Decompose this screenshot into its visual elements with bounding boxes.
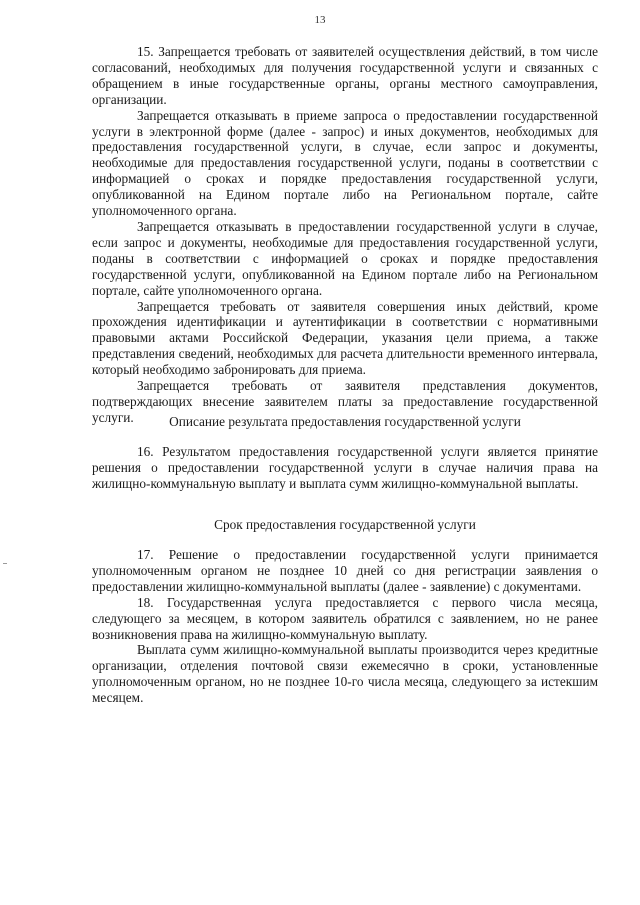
text-block-term (92, 547, 598, 706)
text-block-requirements (92, 44, 598, 426)
section-heading-result: Описание результата предоставления государственной услуги (169, 414, 521, 429)
section-heading-term: Срок предоставления государственной услуги (214, 517, 476, 532)
page-number: 13 (314, 14, 326, 26)
paragraph: 15. Запрещается требовать от заявителей осуществления действий, в том числе согласований, необходимых для получения государственной услуги и связанных с обращением в иные государственные органы, органы местного самоуправления, организации. (92, 44, 598, 107)
paragraph: 18. Государственная услуга предоставляется с первого числа месяца, следующего за месяцем, в котором заявитель обратился с заявлением, но не ранее возникновения права на жилищно-коммунальную выплату. (92, 594, 598, 642)
paragraph: 16. Результатом предоставления государственной услуги является принятие решения о предоставлении государственной услуги в случае наличия права на жилищно-коммунальную выплату и выплата сумм жилищно-коммунальной выплаты. (92, 444, 598, 491)
paragraph: 17. Решение о предоставлении государственной услуги принимается уполномоченным органом не позднее 10 дней со дня регистрации заявления о предоставлении жилищно-коммунальной выплаты (далее - заявление) с документами. (92, 547, 598, 594)
scan-margin-mark (3, 563, 7, 564)
paragraph: Выплата сумм жилищно-коммунальной выплаты производится через кредитные организации, отделения почтовой связи ежемесячно в сроки, установленные уполномоченным органом, но не позднее 10-го числа месяца, следующего за истекшим месяцем. (92, 642, 598, 706)
paragraph: Запрещается требовать от заявителя представления документов, подтверждающих внесение заявителем платы за предоставление государственной услуги. (92, 378, 598, 425)
paragraph: Запрещается отказывать в приеме запроса о предоставлении государственной услуги в электронной форме (далее - запрос) и иных документов, необходимых для предоставления государственной услуги, в случае, если запрос и документы, необходимые для предоставления государственной услуги, поданы в соответствии с информацией о сроках и порядке предоставления государственной услуги, опубликованной на Едином портале либо на Региональном портале, сайте уполномоченного органа. (92, 107, 598, 219)
paragraph: Запрещается требовать от заявителя совершения иных действий, кроме прохождения идентификации и аутентификации в соответствии с нормативными правовыми актами Российской Федерации, указания цели приема, а также представления сведений, необходимых для расчета длительности временного интервала, который необходимо забронировать для приема. (92, 298, 598, 378)
text-block-result (92, 444, 598, 492)
paragraph: Запрещается отказывать в предоставлении государственной услуги в случае, если запрос и документы, необходимые для предоставления государственной услуги, поданы в соответствии с информацией о сроках и порядке предоставления государственной услуги, опубликованной на Едином портале либо на Региональном портале, сайте уполномоченного органа. (92, 218, 598, 298)
